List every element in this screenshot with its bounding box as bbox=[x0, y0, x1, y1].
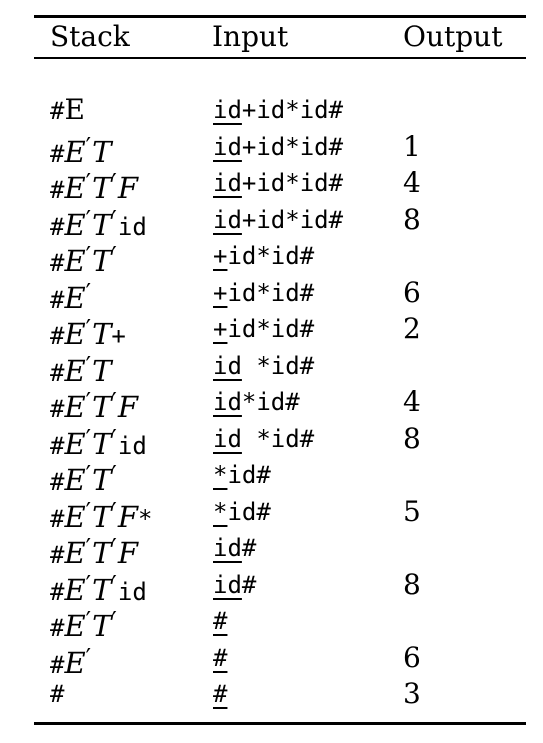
input-cell bbox=[213, 348, 314, 385]
stack-cell: #E′T+ bbox=[50, 315, 126, 351]
input-cell bbox=[213, 238, 314, 275]
table-row bbox=[0, 457, 543, 497]
lookahead-symbol: # bbox=[213, 607, 228, 635]
lookahead-symbol: + bbox=[213, 315, 228, 343]
stack-cell: #E′T′id bbox=[50, 570, 147, 607]
header-output: Output bbox=[403, 20, 503, 53]
input-cell bbox=[213, 311, 314, 348]
output-cell: 8 bbox=[403, 421, 421, 455]
stack-cell: #E′ bbox=[50, 278, 92, 315]
table-bottom-rule bbox=[34, 722, 526, 725]
remaining-input: id*id# bbox=[227, 315, 315, 343]
lookahead-symbol: + bbox=[213, 278, 228, 307]
table-row bbox=[0, 530, 543, 570]
table-row bbox=[0, 640, 543, 680]
stack-cell: #E′T′F bbox=[50, 534, 138, 570]
stack-cell: #E′ bbox=[50, 643, 92, 680]
remaining-input: +id*id# bbox=[241, 96, 344, 124]
table-row bbox=[0, 311, 543, 351]
remaining-input: # bbox=[241, 570, 257, 599]
remaining-input: id# bbox=[227, 497, 271, 526]
lookahead-symbol: id bbox=[213, 388, 242, 416]
table-row bbox=[0, 421, 543, 461]
output-cell: 8 bbox=[403, 567, 421, 601]
lookahead-symbol: id bbox=[213, 205, 242, 234]
output-cell: 4 bbox=[403, 166, 421, 199]
input-cell bbox=[213, 92, 343, 129]
table-row bbox=[0, 238, 543, 278]
table-row bbox=[0, 348, 543, 388]
output-cell: 6 bbox=[403, 640, 421, 674]
lookahead-symbol: id bbox=[213, 351, 242, 380]
stack-cell: #E′T′ bbox=[50, 242, 117, 278]
stack-cell: #E′T bbox=[50, 132, 112, 169]
input-cell bbox=[213, 640, 227, 677]
output-cell: 3 bbox=[403, 677, 421, 710]
table-row bbox=[0, 494, 543, 534]
lookahead-symbol: + bbox=[213, 242, 228, 270]
remaining-input: *id# bbox=[241, 388, 300, 416]
input-cell bbox=[213, 494, 271, 531]
output-cell: 4 bbox=[403, 385, 421, 418]
table-row bbox=[0, 275, 543, 315]
stack-cell: # bbox=[50, 680, 65, 708]
table-row bbox=[0, 603, 543, 643]
stack-cell: #E′T bbox=[50, 351, 112, 388]
lookahead-symbol: * bbox=[213, 461, 228, 489]
input-cell bbox=[213, 457, 271, 494]
output-cell: 8 bbox=[403, 202, 421, 236]
remaining-input: id*id# bbox=[227, 278, 315, 307]
input-cell bbox=[213, 676, 227, 713]
table-row bbox=[0, 384, 543, 424]
output-cell: 2 bbox=[403, 312, 421, 345]
remaining-input: id*id# bbox=[227, 242, 315, 270]
stack-cell: #E′T′ bbox=[50, 461, 117, 497]
input-cell bbox=[213, 384, 300, 421]
table-row bbox=[0, 92, 543, 129]
input-cell bbox=[213, 530, 256, 567]
table-row bbox=[0, 129, 543, 169]
stack-cell: #E′T′id bbox=[50, 424, 147, 461]
header-input: Input bbox=[212, 20, 289, 53]
input-cell bbox=[213, 165, 343, 202]
remaining-input: *id# bbox=[241, 351, 315, 380]
lookahead-symbol: id bbox=[213, 132, 242, 161]
stack-cell: #E′T′id bbox=[50, 205, 147, 242]
stack-cell: #E′T′F bbox=[50, 169, 138, 205]
remaining-input: *id# bbox=[241, 424, 315, 453]
output-cell: 6 bbox=[403, 275, 421, 309]
table-row bbox=[0, 202, 543, 242]
table-row bbox=[0, 165, 543, 205]
stack-cell: #E′T′F* bbox=[50, 497, 153, 534]
lookahead-symbol: # bbox=[213, 643, 228, 672]
output-cell: 1 bbox=[403, 129, 421, 163]
lookahead-symbol: id bbox=[213, 169, 242, 197]
lookahead-symbol: id bbox=[213, 424, 242, 453]
input-cell bbox=[213, 603, 227, 640]
remaining-input: +id*id# bbox=[241, 205, 344, 234]
stack-cell: #E bbox=[50, 93, 85, 126]
output-cell: 5 bbox=[403, 494, 421, 528]
input-cell bbox=[213, 202, 343, 239]
parse-table-body bbox=[0, 92, 543, 713]
lookahead-symbol: id bbox=[213, 534, 242, 562]
remaining-input: id# bbox=[227, 461, 271, 489]
remaining-input: +id*id# bbox=[241, 169, 344, 197]
table-row bbox=[0, 676, 543, 713]
input-cell bbox=[213, 567, 256, 604]
stack-cell: #E′T′F bbox=[50, 388, 138, 424]
remaining-input: +id*id# bbox=[241, 132, 344, 161]
input-cell bbox=[213, 275, 314, 312]
remaining-input: # bbox=[241, 534, 257, 562]
table-row bbox=[0, 567, 543, 607]
input-cell bbox=[213, 129, 343, 166]
header-stack: Stack bbox=[50, 20, 130, 53]
input-cell bbox=[213, 421, 314, 458]
stack-cell: #E′T′ bbox=[50, 607, 117, 643]
lookahead-symbol: id bbox=[213, 96, 242, 124]
lookahead-symbol: # bbox=[213, 680, 228, 708]
lookahead-symbol: id bbox=[213, 570, 242, 599]
lookahead-symbol: * bbox=[213, 497, 228, 526]
table-header-rule bbox=[34, 57, 526, 59]
